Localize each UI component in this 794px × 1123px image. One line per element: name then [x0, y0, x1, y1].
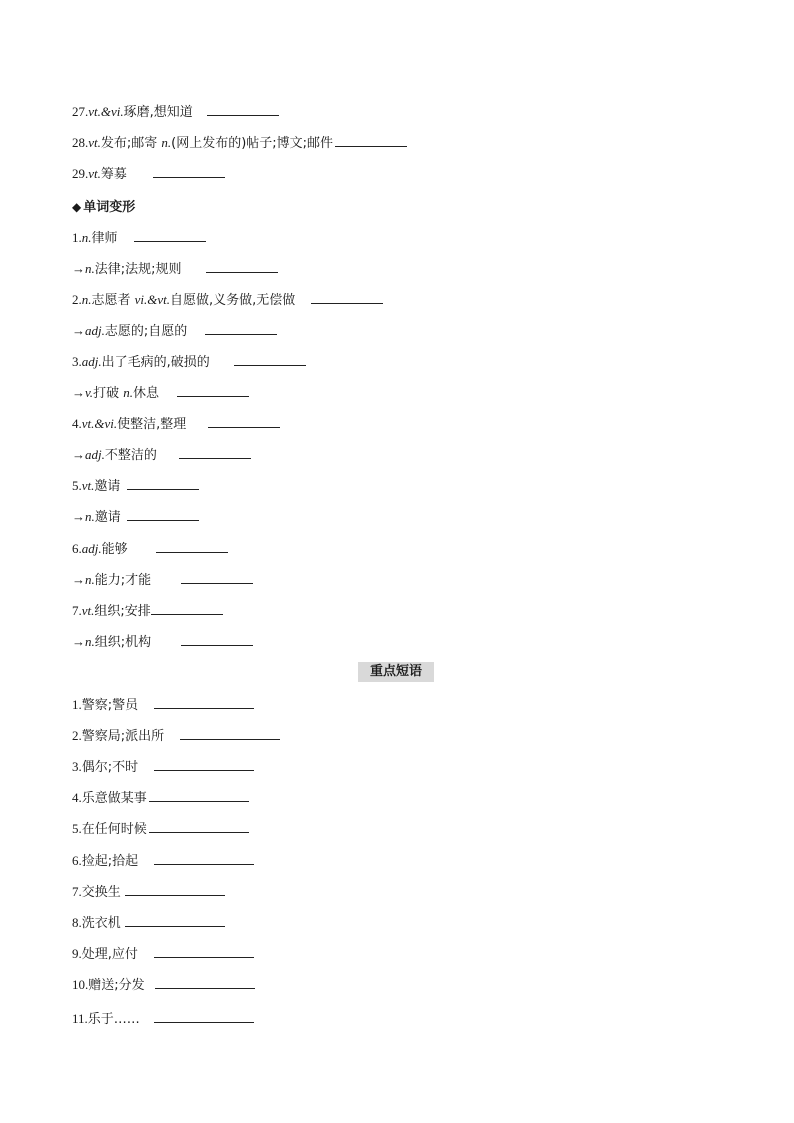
answer-blank[interactable]	[180, 728, 280, 740]
answer-blank[interactable]	[154, 853, 254, 865]
part-of-speech: adj.	[85, 447, 105, 462]
answer-blank[interactable]	[127, 478, 199, 490]
vocab-item-29	[72, 164, 225, 184]
phrase-item	[72, 726, 280, 746]
answer-blank[interactable]	[154, 697, 254, 709]
answer-blank[interactable]	[155, 977, 255, 989]
phrase-text: 警察;警员	[81, 698, 139, 713]
diamond-bullet-icon: ◆	[72, 200, 82, 214]
part-of-speech: adj.	[81, 354, 102, 369]
part-of-speech-2: n.	[123, 385, 133, 400]
item-number: 29.	[72, 166, 89, 181]
answer-blank[interactable]	[154, 946, 254, 958]
answer-blank[interactable]	[125, 884, 225, 896]
phrase-text: 在任何时候	[81, 822, 147, 837]
answer-blank[interactable]	[181, 634, 253, 646]
answer-blank[interactable]	[127, 509, 199, 521]
item-number: 6.	[72, 853, 82, 868]
phrase-text: 偶尔;不时	[81, 760, 139, 775]
phrase-item	[72, 819, 249, 839]
phrase-text: 处理,应付	[81, 947, 138, 962]
part-of-speech-2: n.	[161, 135, 172, 150]
definition: 能力;才能	[94, 573, 152, 588]
definition: 志愿者	[91, 293, 135, 308]
answer-blank[interactable]	[208, 416, 280, 428]
part-of-speech: n.	[85, 572, 95, 587]
item-lead: 2.	[72, 292, 82, 307]
phrase-item	[72, 757, 254, 777]
arrow-icon: →	[72, 634, 85, 649]
phrase-text: 乐意做某事	[81, 791, 147, 806]
arrow-icon: →	[72, 509, 85, 524]
word-form-item	[72, 476, 199, 496]
phrase-text: 赠送;分发	[88, 978, 145, 993]
phrase-text: 捡起;拾起	[81, 854, 139, 869]
word-form-item	[72, 539, 228, 559]
item-number: 10.	[72, 977, 89, 992]
phrase-text: 交换生	[81, 885, 121, 900]
item-lead: 4.	[72, 416, 82, 431]
key-phrases-heading: 重点短语	[358, 662, 434, 682]
item-lead: 7.	[72, 603, 82, 618]
item-number: 4.	[72, 790, 82, 805]
answer-blank[interactable]	[154, 759, 254, 771]
definition-2: (网上发布的)帖子;博文;邮件	[171, 136, 334, 151]
phrase-item	[72, 851, 254, 871]
definition-2: 休息	[132, 386, 159, 401]
item-number: 5.	[72, 821, 82, 836]
part-of-speech: vt.&vi.	[81, 416, 118, 431]
item-number: 8.	[72, 915, 82, 930]
word-forms-heading	[72, 197, 135, 218]
part-of-speech: n.	[85, 509, 95, 524]
definition: 出了毛病的,破损的	[101, 355, 210, 370]
word-form-item	[72, 570, 253, 590]
answer-blank[interactable]	[149, 790, 249, 802]
answer-blank[interactable]	[179, 447, 251, 459]
answer-blank[interactable]	[335, 135, 407, 147]
vocab-item-28	[72, 133, 407, 153]
definition: 能够	[101, 542, 128, 557]
word-forms-title: 单词变形	[83, 200, 136, 215]
item-lead: 5.	[72, 478, 82, 493]
part-of-speech: vt.	[81, 478, 95, 493]
answer-blank[interactable]	[311, 292, 383, 304]
part-of-speech: n.	[81, 292, 92, 307]
word-form-item	[72, 259, 278, 279]
phrase-text: 乐于……	[87, 1012, 140, 1027]
answer-blank[interactable]	[177, 385, 249, 397]
part-of-speech: vt.	[88, 135, 101, 150]
word-form-item	[72, 601, 223, 621]
part-of-speech: n.	[81, 230, 92, 245]
answer-blank[interactable]	[154, 1011, 254, 1023]
phrase-text: 警察局;派出所	[81, 729, 165, 744]
definition: 组织;机构	[94, 635, 152, 650]
phrase-item	[72, 913, 225, 933]
definition: 志愿的;自愿的	[104, 324, 188, 339]
definition-2: 自愿做,义务做,无偿做	[170, 293, 296, 308]
definition: 邀请	[94, 479, 121, 494]
part-of-speech-2: vi.&vt.	[134, 292, 171, 307]
definition: 法律;法规;规则	[94, 262, 182, 277]
part-of-speech: v.	[85, 385, 94, 400]
word-form-item	[72, 507, 199, 527]
word-form-item	[72, 228, 206, 248]
definition: 使整洁,整理	[117, 417, 187, 432]
answer-blank[interactable]	[234, 354, 306, 366]
arrow-icon: →	[72, 261, 85, 276]
arrow-icon: →	[72, 447, 85, 462]
answer-blank[interactable]	[156, 541, 228, 553]
part-of-speech: n.	[85, 634, 95, 649]
item-number: 27.	[72, 104, 89, 119]
answer-blank[interactable]	[151, 603, 223, 615]
word-form-item	[72, 383, 249, 403]
definition: 组织;安排	[94, 604, 151, 619]
item-number: 1.	[72, 697, 82, 712]
item-lead: 6.	[72, 541, 82, 556]
item-number: 7.	[72, 884, 82, 899]
part-of-speech: vt.	[81, 603, 95, 618]
word-form-item	[72, 445, 251, 465]
answer-blank[interactable]	[149, 821, 249, 833]
arrow-icon: →	[72, 323, 85, 338]
answer-blank[interactable]	[207, 104, 279, 116]
word-form-item	[72, 632, 253, 652]
arrow-icon: →	[72, 572, 85, 587]
word-form-item	[72, 414, 280, 434]
part-of-speech: adj.	[81, 541, 102, 556]
item-number: 11.	[72, 1011, 88, 1026]
word-form-item	[72, 352, 306, 372]
item-number: 3.	[72, 759, 82, 774]
phrase-item	[72, 695, 254, 715]
answer-blank[interactable]	[181, 572, 253, 584]
phrase-item	[72, 882, 225, 902]
item-lead: 1.	[72, 230, 82, 245]
part-of-speech: adj.	[85, 323, 105, 338]
arrow-icon: →	[72, 385, 85, 400]
vocab-item-27	[72, 102, 279, 122]
answer-blank[interactable]	[125, 915, 225, 927]
definition: 邀请	[94, 510, 121, 525]
phrase-text: 洗衣机	[81, 916, 121, 931]
definition: 筹募	[100, 167, 127, 182]
phrase-item	[72, 944, 254, 964]
definition: 发布;邮寄	[100, 136, 162, 151]
word-form-item	[72, 321, 277, 341]
item-lead: 3.	[72, 354, 82, 369]
definition: 打破	[93, 386, 124, 401]
answer-blank[interactable]	[206, 261, 278, 273]
item-number: 28.	[72, 135, 89, 150]
item-number: 2.	[72, 728, 82, 743]
phrase-item	[72, 975, 255, 995]
answer-blank[interactable]	[205, 323, 277, 335]
definition: 律师	[91, 231, 118, 246]
answer-blank[interactable]	[153, 166, 225, 178]
part-of-speech: n.	[85, 261, 95, 276]
part-of-speech: vt.	[88, 166, 101, 181]
definition: 不整洁的	[104, 448, 157, 463]
phrase-item	[72, 1009, 254, 1029]
part-of-speech: vt.&vi.	[88, 104, 124, 119]
item-number: 9.	[72, 946, 82, 961]
definition: 琢磨,想知道	[123, 105, 193, 120]
word-form-item	[72, 290, 383, 310]
answer-blank[interactable]	[134, 230, 206, 242]
phrase-item	[72, 788, 249, 808]
